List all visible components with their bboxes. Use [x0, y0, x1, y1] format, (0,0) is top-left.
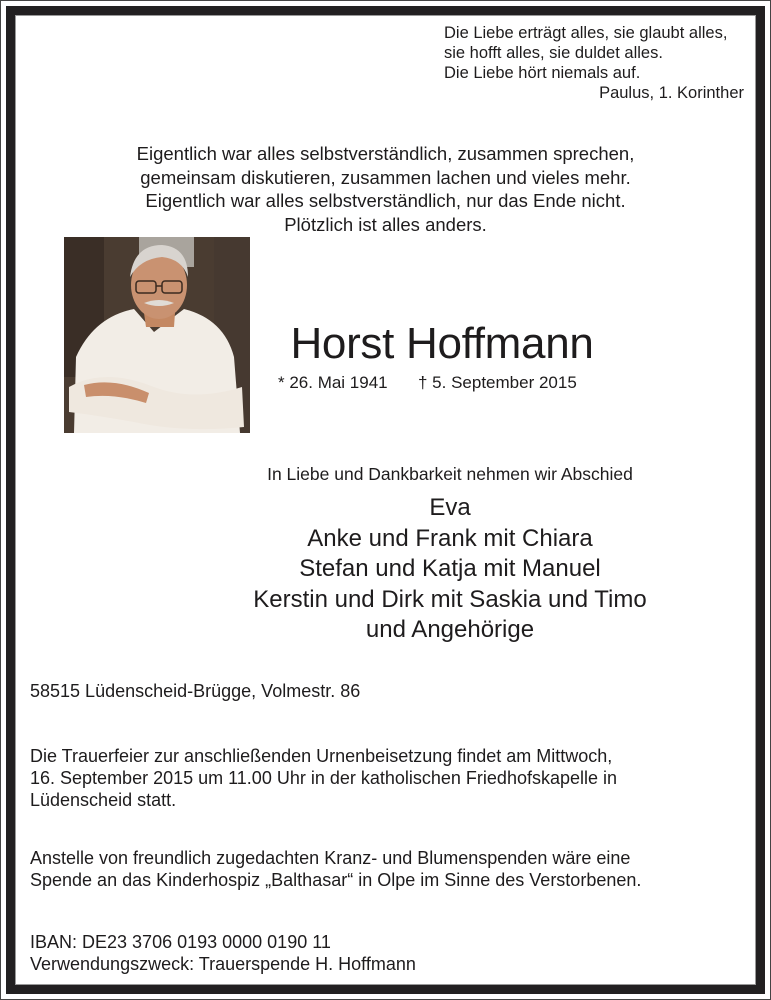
poem-line: Plötzlich ist alles anders.: [284, 213, 487, 235]
quote-line: sie hofft alles, sie duldet alles.: [444, 44, 663, 62]
donation-line: Anstelle von freundlich zugedachten Kranz- und Blumenspenden wäre eine: [30, 848, 631, 868]
ceremony-line: Die Trauerfeier zur anschließenden Urnenbeisetzung findet am Mittwoch,: [30, 746, 613, 766]
donation-request: [30, 847, 750, 891]
poem-line: Eigentlich war alles selbstverständlich, zusammen sprechen,: [136, 143, 635, 164]
mourner: Anke und Frank mit Chiara: [307, 524, 593, 552]
donation-line: Spende an das Kinderhospiz „Balthasar“ in Olpe im Sinne des Verstorbenen.: [30, 870, 642, 890]
mourners-list: [130, 493, 770, 646]
ceremony-line: 16. September 2015 um 11.00 Uhr in der katholischen Friedhofskapelle in: [30, 768, 618, 788]
iban: IBAN: DE23 3706 0193 0000 0190 11: [30, 932, 331, 952]
poem-line: gemeinsam diskutieren, zusammen lachen und vieles mehr.: [140, 166, 631, 188]
mourner: Eva: [429, 494, 471, 521]
bank-details: [30, 931, 750, 975]
deceased-name: Horst Hoffmann: [290, 319, 594, 368]
payment-purpose: Verwendungszweck: Trauerspende H. Hoffmann: [30, 954, 416, 974]
ceremony-line: Lüdenscheid statt.: [30, 790, 177, 810]
farewell-line: In Liebe und Dankbarkeit nehmen wir Abschied: [267, 464, 633, 484]
birth-date: * 26. Mai 1941: [278, 373, 388, 392]
mourner: Stefan und Katja mit Manuel: [299, 555, 601, 582]
bible-quote: [444, 23, 744, 103]
ceremony-info: [30, 745, 750, 811]
quote-line: Die Liebe hört niemals auf.: [444, 64, 641, 82]
poem-line: Eigentlich war alles selbstverständlich, nur das Ende nicht.: [145, 190, 626, 211]
mourner: und Angehörige: [365, 616, 535, 643]
death-date: † 5. September 2015: [418, 373, 577, 392]
address: 58515 Lüdenscheid-Brügge, Volmestr. 86: [30, 681, 361, 701]
quote-source: Paulus, 1. Korinther: [599, 84, 744, 102]
quote-line: Die Liebe erträgt alles, sie glaubt alles,: [444, 24, 728, 42]
mourner: Kerstin und Dirk mit Saskia und Timo: [253, 585, 647, 613]
portrait-photo: [64, 237, 250, 433]
poem: [60, 142, 711, 236]
